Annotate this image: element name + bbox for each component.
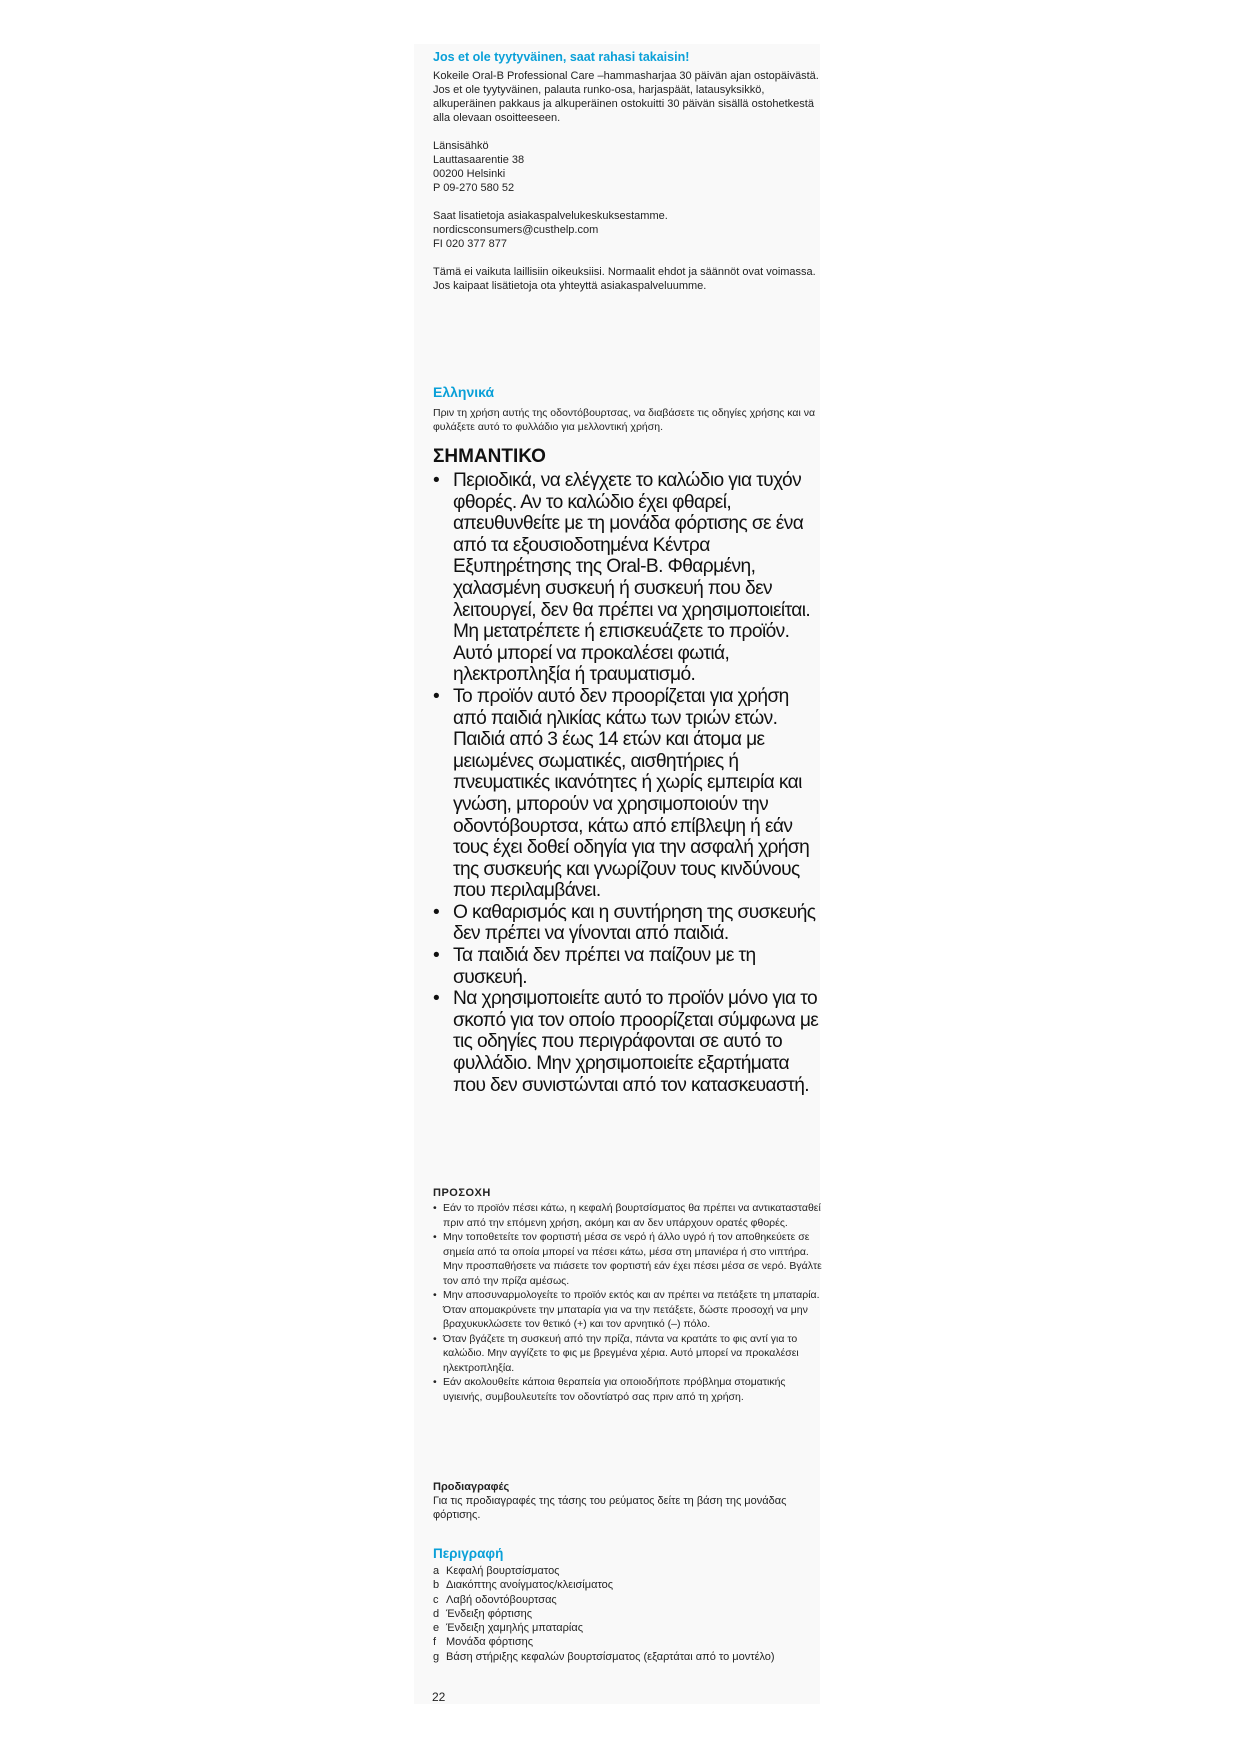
list-item: a Κεφαλή βουρτσίσματος <box>433 1565 560 1577</box>
greek-section <box>433 385 825 1096</box>
page-number: 22 <box>432 1690 446 1704</box>
list-item: c Λαβή οδοντόβουρτσας <box>433 1593 557 1606</box>
address-line: 00200 Helsinki <box>433 168 506 180</box>
address-line: Lauttasaarentie 38 <box>433 154 525 166</box>
description-list <box>433 1564 825 1664</box>
caution-list <box>433 1201 825 1404</box>
list-item: • Όταν βγάζετε τη συσκευή από την πρίζα, πάντα να κρατάτε το φις αντί για το καλώδιο. Μην αγγίζετε το φις με βρεγμένα χέρια. Αυτό μπορεί να προκαλέσει ηλεκτροπληξία. <box>433 1332 799 1374</box>
contact-line: Saat lisatietoja asiakaspalvelukeskuksestamme. <box>433 210 668 222</box>
contact-email[interactable]: nordicsconsumers@custhelp.com <box>433 224 599 236</box>
list-item: d Ένδειξη φόρτισης <box>433 1607 533 1620</box>
list-item: • Μην τοποθετείτε τον φορτιστή μέσα σε νερό ή άλλο υγρό ή τον αποθηκεύετε σε σημεία από τα οποία μπορεί να πέσει κάτω, μέσα στη μπανιέρα ή στο νιπτήρα. Μην προσπαθήσετε να πιάσετε τον φορτιστή εάν έχει πέσει μέσα σε νερό. Βγάλτε τον από την πρίζα αμέσως. <box>433 1231 822 1287</box>
contact-phone: FI 020 377 877 <box>433 238 508 250</box>
greek-intro: Πριν τη χρήση αυτής της οδοντόβουρτσας, να διαβάσετε τις οδηγίες χρήσης και να φυλάξετε αυτό το φυλλάδιο για μελλοντική χρήση. <box>433 407 816 433</box>
address-line: P 09-270 580 52 <box>433 182 515 194</box>
list-item: f Μονάδα φόρτισης <box>433 1636 534 1649</box>
list-item: g Βάση στήριξης κεφαλών βουρτσίσματος (εξαρτάται από το μοντέλο) <box>433 1650 775 1663</box>
list-item: • Ο καθαρισμός και η συντήρηση της συσκευής δεν πρέπει να γίνονται από παιδιά. <box>433 901 816 945</box>
address-line: Länsisähkö <box>433 140 489 152</box>
list-item: • Περιοδικά, να ελέγχετε το καλώδιο για τυχόν φθορές. Αν το καλώδιο έχει φθαρεί, απευθυνθείτε με τη μονάδα φόρτισης σε ένα από τα εξουσιοδοτημένα Κέντρα Εξυπηρέτησης της Oral-B. Φθαρμένη, χαλασμένη συσκευή ή συσκευή που δεν λειτουργεί, δεν θα πρέπει να χρησιμοποιείται. Μη μετατρέπετε ή επισκευάζετε το προϊόν. Αυτό μπορεί να προκαλέσει φωτιά, ηλεκτροπληξία ή τραυματισμό. <box>433 470 811 686</box>
specs-text: Για τις προδιαγραφές της τάσης του ρεύματος δείτε τη βάση της μονάδας φόρτισης. <box>433 1495 787 1521</box>
caution-section <box>433 1186 825 1404</box>
important-list <box>433 470 825 1096</box>
list-item: e Ένδειξη χαμηλής μπαταρίας <box>433 1622 584 1635</box>
list-item: • Τα παιδιά δεν πρέπει να παίζουν με τη συσκευή. <box>433 945 756 988</box>
finnish-section <box>433 50 825 293</box>
finnish-heading: Jos et ole tyytyväinen, saat rahasi takaisin! <box>433 50 690 64</box>
list-item: • Να χρησιμοποιείτε αυτό το προϊόν μόνο για το σκοπό για τον οποίο προορίζεται σύμφωνα με τις οδηγίες που περιγράφονται σε αυτό το φυλλάδιο. Μην χρησιμοποιείτε εξαρτήματα που δεν συνιστώνται από τον κατασκευαστή. <box>433 988 819 1096</box>
description-section <box>433 1546 825 1664</box>
list-item: • Μην αποσυναρμολογείτε το προϊόν εκτός και αν πρέπει να πετάξετε τη μπαταρία. Όταν απομακρύνετε την μπαταρία για να την πετάξετε, δώστε προσοχή να μην βραχυκυκλώσετε τον θετικό (+) και τον αρνητικό (–) πόλο. <box>433 1289 820 1330</box>
list-item: b Διακόπτης ανοίγματος/κλεισίματος <box>433 1579 614 1592</box>
list-item: • Εάν ακολουθείτε κάποια θεραπεία για οποιοδήποτε πρόβλημα στοματικής υγιεινής, συμβουλευτείτε τον οδοντίατρό σας πριν από τη χρήση. <box>433 1376 786 1403</box>
important-title: ΣΗΜΑΝΤΙΚΟ <box>433 446 546 467</box>
specs-section <box>433 1480 825 1522</box>
caution-title: ΠΡΟΣΟΧΗ <box>433 1187 491 1199</box>
legal-note: Tämä ei vaikuta laillisiin oikeuksiisi. Normaalit ehdot ja säännöt ovat voimassa. Jos kaipaat lisätietoja ota yhteyttä asiakaspalveluumme. <box>433 266 816 292</box>
description-title: Περιγραφή <box>433 1546 504 1561</box>
list-item: • Εάν το προϊόν πέσει κάτω, η κεφαλή βουρτσίσματος θα πρέπει να αντικατασταθεί πριν από την επόμενη χρήση, ακόμη και αν δεν υπάρχουν ορατές φθορές. <box>433 1202 821 1229</box>
list-item: • Το προϊόν αυτό δεν προορίζεται για χρήση από παιδιά ηλικίας κάτω των τριών ετών. Παιδιά από 3 έως 14 ετών και άτομα με μειωμένες σωματικές, αισθητήριες ή πνευματικές ικανότητες ή χωρίς εμπειρία και γνώση, μπορούν να χρησιμοποιούν την οδοντόβουρτσα, κάτω από επίβλεψη ή εάν τους έχει δοθεί οδηγία για την ασφαλή χρήση της συσκευής και γνωρίζουν τους κινδύνους που περιλαμβάνει. <box>433 685 810 902</box>
finnish-intro: Kokeile Oral-B Professional Care –hammasharjaa 30 päivän ajan ostopäivästä. Jos et ole tyytyväinen, palauta runko-osa, harjaspäät, latausyksikkö, alkuperäinen pakkaus ja alkuperäinen ostokuitti 30 päivän sisällä ostohetkestä alla olevaan osoitteeseen. <box>433 70 819 124</box>
greek-language-heading: Ελληνικά <box>433 384 495 400</box>
specs-title: Προδιαγραφές <box>433 1481 510 1493</box>
